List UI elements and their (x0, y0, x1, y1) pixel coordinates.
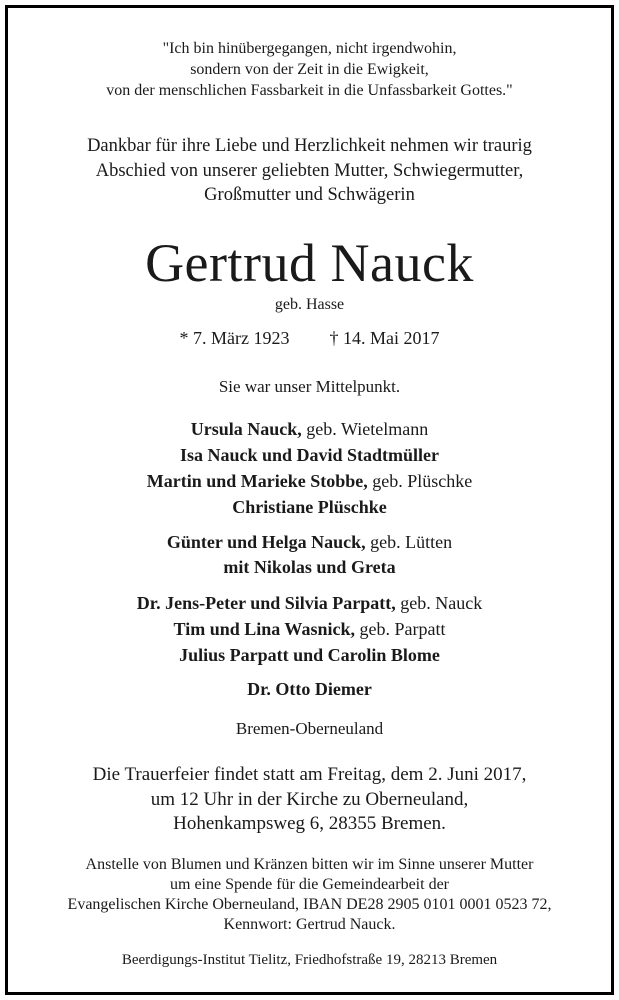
mourner-name: mit Nikolas und Greta (223, 557, 396, 577)
place: Bremen-Oberneuland (235, 719, 384, 738)
quote-line-1: "Ich bin hinübergegangen, nicht irgendwohin, (162, 40, 457, 57)
mourner-name: Julius Parpatt und Carolin Blome (179, 645, 440, 665)
mourner-line-2 (8, 442, 611, 468)
mourner-line-4 (8, 494, 611, 520)
quote-line-3: von der menschlichen Fassbarkeit in die Unfassbarkeit Gottes." (106, 82, 513, 99)
mourner-line-6 (8, 554, 611, 580)
maiden-name: geb. Hasse (274, 296, 345, 313)
funeral-line-2: um 12 Uhr in der Kirche zu Oberneuland, (150, 789, 469, 810)
birth-date: * 7. März 1923 (179, 328, 290, 348)
mourner-line-9 (8, 642, 611, 668)
mourner-maiden-name: geb. Parpatt (354, 619, 446, 639)
intro-line-3: Großmutter und Schwägerin (204, 185, 415, 205)
donation-line-2: um eine Spende für die Gemeindearbeit der (170, 876, 449, 893)
funeral-line-3: Hohenkampsweg 6, 28355 Bremen. (173, 813, 446, 834)
donation-line-3: Evangelischen Kirche Oberneuland, IBAN DE28 2905 0101 0001 0523 72, (67, 896, 552, 913)
mourner-maiden-name: geb. Nauck (395, 593, 483, 613)
funeral-line-1: Die Trauerfeier findet statt am Freitag, dem 2. Juni 2017, (92, 764, 527, 785)
mourner-name: Günter und Helga Nauck, (166, 532, 366, 552)
motto: Sie war unser Mittelpunkt. (218, 377, 401, 396)
donation-line-4: Kennwort: Gertrud Nauck. (223, 916, 396, 933)
mourner-line-3 (8, 468, 611, 494)
mourner-name: Dr. Jens-Peter und Silvia Parpatt, (136, 593, 396, 613)
donation-line-1: Anstelle von Blumen und Kränzen bitten wir im Sinne unserer Mutter (85, 856, 534, 873)
death-date: † 14. Mai 2017 (329, 328, 440, 348)
mourner-line-8 (8, 616, 611, 642)
mourner-maiden-name: geb. Wietelmann (301, 419, 429, 439)
mourner-maiden-name: geb. Plüschke (367, 471, 473, 491)
intro-line-2: Abschied von unserer geliebten Mutter, Schwiegermutter, (95, 161, 524, 181)
mourner-name: Ursula Nauck, (190, 419, 302, 439)
undertaker: Beerdigungs-Institut Tielitz, Friedhofstraße 19, 28213 Bremen (121, 952, 498, 968)
mourner-line-1 (8, 416, 611, 442)
mourner-line-5 (8, 529, 611, 555)
mourner-name: Martin und Marieke Stobbe, (146, 471, 368, 491)
mourner-line-7 (8, 590, 611, 616)
obituary-notice (5, 5, 614, 995)
deceased-name: Gertrud Nauck (145, 233, 474, 293)
life-dates (8, 328, 611, 349)
mourner-name: Christiane Plüschke (232, 497, 387, 517)
quote-line-2: sondern von der Zeit in die Ewigkeit, (190, 61, 429, 78)
mourner-name: Tim und Lina Wasnick, (173, 619, 355, 639)
intro-line-1: Dankbar für ihre Liebe und Herzlichkeit nehmen wir traurig (87, 136, 532, 156)
mourner-line-10 (8, 676, 611, 702)
mourner-name: Isa Nauck und David Stadtmüller (179, 445, 440, 465)
mourner-name: Dr. Otto Diemer (247, 679, 372, 699)
mourner-maiden-name: geb. Lütten (365, 532, 453, 552)
